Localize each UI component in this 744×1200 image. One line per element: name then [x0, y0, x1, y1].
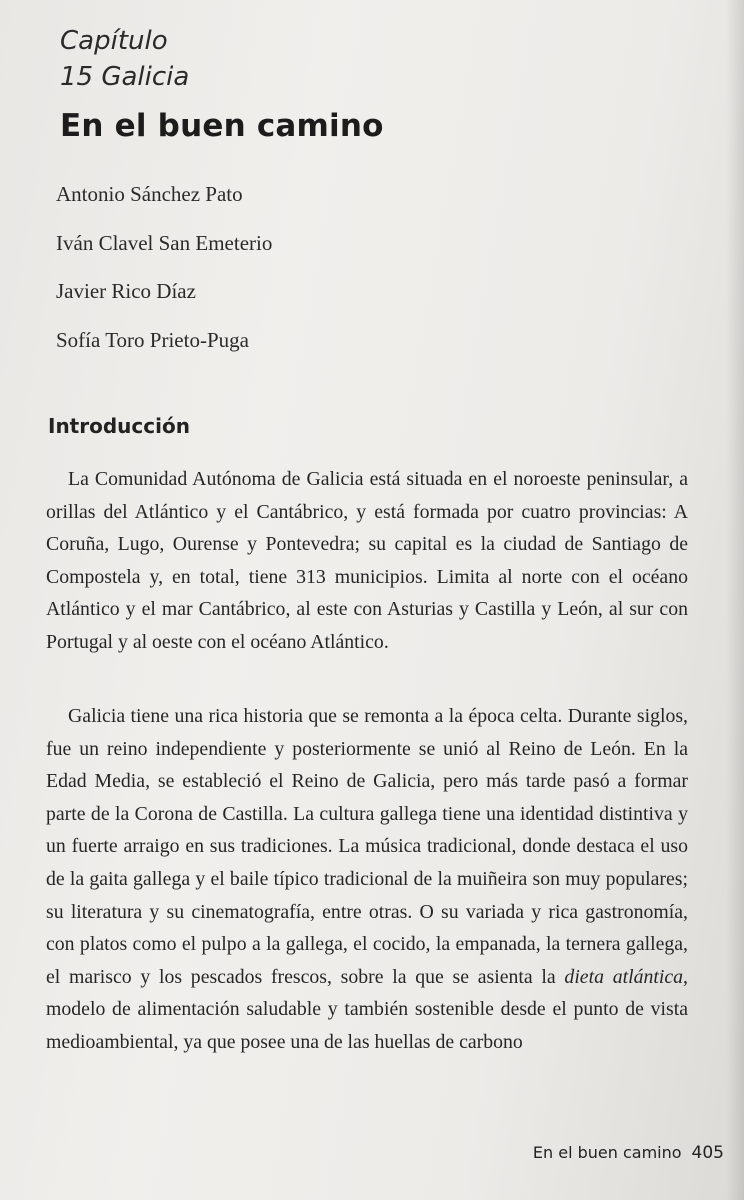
- section-heading: Introducción: [48, 414, 190, 438]
- author-list: [56, 180, 272, 374]
- body-paragraph: [46, 700, 688, 1059]
- chapter-title: En el buen camino: [60, 108, 384, 144]
- author-name: Iván Clavel San Emeterio: [56, 230, 273, 255]
- running-title: En el buen camino: [532, 1143, 682, 1162]
- paragraph-text: Galicia tiene una rica historia que se remonta a la época celta. Durante siglos, fue un reino independiente y posteriormente se unió al Reino de León. En la Edad Media, se estableció el Reino de Galicia, pero más tarde pasó a formar parte de la Corona de Castilla. La cultura gallega tiene una identidad distintiva y un fuerte arraigo en sus tradiciones. La música tradicional, donde destaca el uso de la gaita gallega y el baile típico tradicional de la muiñeira son muy populares; su literatura y su cinematografía, entre otras. O su variada y rica gastronomía, con platos como el pulpo a la gallega, el cocido, la empanada, la ternera gallega, el marisco y los pescados frescos, sobre la que se asienta la: [46, 705, 688, 988]
- chapter-number: 15 Galicia: [60, 62, 190, 92]
- paragraph-text: La Comunidad Autónoma de Galicia está situada en el noroeste peninsular, a orillas del Atlántico y el Cantábrico, y está formada por cuatro provincias: A Coruña, Lugo, Ourense y Pontevedra; su capital es la ciudad de Santiago de Compostela y, en total, tiene 313 municipios. Limita al norte con el océano Atlántico y el mar Cantábrico, al este con Asturias y Castilla y León, al sur con Portugal y al oeste con el océano Atlántico.: [46, 468, 688, 653]
- author-name: Javier Rico Díaz: [56, 279, 196, 303]
- paragraph-text: , modelo de alimentación saludable y también sostenible desde el punto de vista medioambiental, ya que posee una de las huellas de carbono: [46, 965, 688, 1053]
- author-name: Sofía Toro Prieto-Puga: [56, 327, 249, 352]
- body-paragraph: [46, 463, 688, 659]
- page-footer: [533, 1143, 724, 1163]
- emphasized-term: dieta atlántica: [564, 965, 684, 988]
- page-edge-shadow: [726, 0, 744, 1200]
- page-number: 405: [691, 1143, 724, 1163]
- chapter-label: Capítulo: [60, 26, 168, 56]
- author-name: Antonio Sánchez Pato: [56, 182, 243, 206]
